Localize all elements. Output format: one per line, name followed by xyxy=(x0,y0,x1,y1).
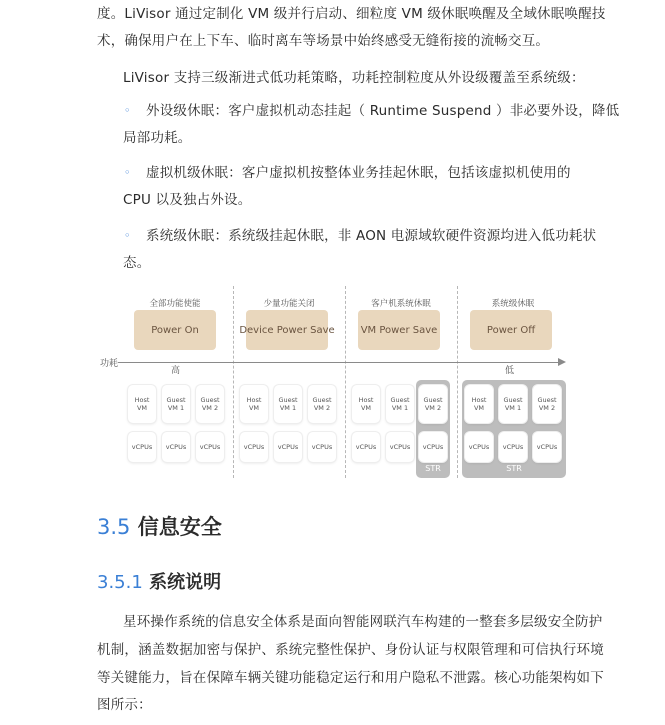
vm-cell-guest2: Guest VM 2 xyxy=(308,385,336,423)
axis-label-low: 低 xyxy=(505,366,515,376)
state-box-vm-power-save: VM Power Save xyxy=(358,310,440,350)
phase-label-power-off: 系统级休眠 xyxy=(491,299,535,309)
vm-cell-host: Host VM xyxy=(465,385,493,423)
strategy-paragraph: LiVisor 支持三级渐进式低功耗策略，功耗控制粒度从外设级覆盖至系统级： xyxy=(123,70,585,86)
vm-cell-host: Host VM xyxy=(128,385,156,423)
phase-divider xyxy=(457,286,458,478)
vm-cell-guest1: Guest VM 1 xyxy=(386,385,414,423)
security-paragraph-line1: 星环操作系统的信息安全体系是面向智能网联汽车构建的一整套多层级安全防护 xyxy=(123,614,603,630)
subsection-number: 3.5.1 xyxy=(97,572,143,593)
bullet-vm-line2: CPU 以及独占外设。 xyxy=(123,192,252,208)
phase-label-device-save: 少量功能关闭 xyxy=(263,299,315,309)
str-label: STR xyxy=(425,464,441,473)
subsection-title: 系统说明 xyxy=(149,572,222,593)
vm-cell-host: Host VM xyxy=(240,385,268,423)
security-paragraph-line4: 图所示： xyxy=(97,697,152,713)
vcpu-cell: vCPUs xyxy=(465,432,493,462)
vcpu-cell: vCPUs xyxy=(386,432,414,462)
vm-cell-guest2: Guest VM 2 xyxy=(533,385,561,423)
axis-arrow-icon xyxy=(558,358,566,366)
security-paragraph-line3: 等关键能力，旨在保障车辆关键功能稳定运行和用户隐私不泄露。核心功能架构如下 xyxy=(97,670,604,686)
bullet-peripheral-line1: 外设级休眠：客户虚拟机动态挂起（ Runtime Suspend ）非必要外设，降低 xyxy=(146,103,620,119)
vm-cell-guest2: Guest VM 2 xyxy=(196,385,224,423)
vcpu-cell: vCPUs xyxy=(352,432,380,462)
bullet-system-line1: 系统级休眠：系统级挂起休眠，非 AON 电源域软硬件资源均进入低功耗状 xyxy=(146,228,597,244)
phase-divider xyxy=(345,286,346,478)
power-state-diagram xyxy=(96,286,574,484)
str-label: STR xyxy=(506,464,522,473)
state-box-power-on: Power On xyxy=(134,310,216,350)
vm-cell-guest1: Guest VM 1 xyxy=(162,385,190,423)
bullet-marker: ◦ xyxy=(124,104,131,117)
vm-cell-host: Host VM xyxy=(352,385,380,423)
vcpu-cell: vCPUs xyxy=(128,432,156,462)
vcpu-cell: vCPUs xyxy=(499,432,527,462)
section-heading xyxy=(97,514,222,540)
phase-divider xyxy=(233,286,234,478)
power-axis-line xyxy=(118,362,560,363)
state-box-power-off: Power Off xyxy=(470,310,552,350)
bullet-vm-line1: 虚拟机级休眠：客户虚拟机按整体业务挂起休眠，包括该虚拟机使用的 xyxy=(146,165,571,181)
vcpu-cell: vCPUs xyxy=(274,432,302,462)
state-box-device-power-save: Device Power Save xyxy=(246,310,328,350)
bullet-marker: ◦ xyxy=(124,166,131,179)
axis-label-power: 功耗 xyxy=(100,359,119,369)
phase-label-power-on: 全部功能使能 xyxy=(149,299,201,309)
vcpu-cell: vCPUs xyxy=(533,432,561,462)
vcpu-cell: vCPUs xyxy=(308,432,336,462)
vm-cell-guest1: Guest VM 1 xyxy=(274,385,302,423)
axis-label-high: 高 xyxy=(171,366,181,376)
vcpu-cell: vCPUs xyxy=(419,432,447,462)
bullet-marker: ◦ xyxy=(124,229,131,242)
phase-label-vm-save: 客户机系统休眠 xyxy=(371,299,431,309)
vcpu-cell: vCPUs xyxy=(240,432,268,462)
subsection-heading xyxy=(97,571,221,595)
security-paragraph-line2: 机制，涵盖数据加密与保护、系统完整性保护、身份认证与权限管理和可信执行环境 xyxy=(97,642,604,658)
section-title: 信息安全 xyxy=(137,515,222,539)
bullet-peripheral-line2: 局部功耗。 xyxy=(123,130,192,146)
vcpu-cell: vCPUs xyxy=(162,432,190,462)
intro-paragraph-line1: 度。LiVisor 通过定制化 VM 级并行启动、细粒度 VM 级休眠唤醒及全域休眠唤醒技 xyxy=(97,6,606,22)
vm-cell-guest1: Guest VM 1 xyxy=(499,385,527,423)
vcpu-cell: vCPUs xyxy=(196,432,224,462)
section-number: 3.5 xyxy=(97,515,131,539)
intro-paragraph-line2: 术，确保用户在上下车、临时离车等场景中始终感受无缝衔接的流畅交互。 xyxy=(97,33,550,49)
vm-cell-guest2: Guest VM 2 xyxy=(419,385,447,423)
bullet-system-line2: 态。 xyxy=(123,255,151,271)
